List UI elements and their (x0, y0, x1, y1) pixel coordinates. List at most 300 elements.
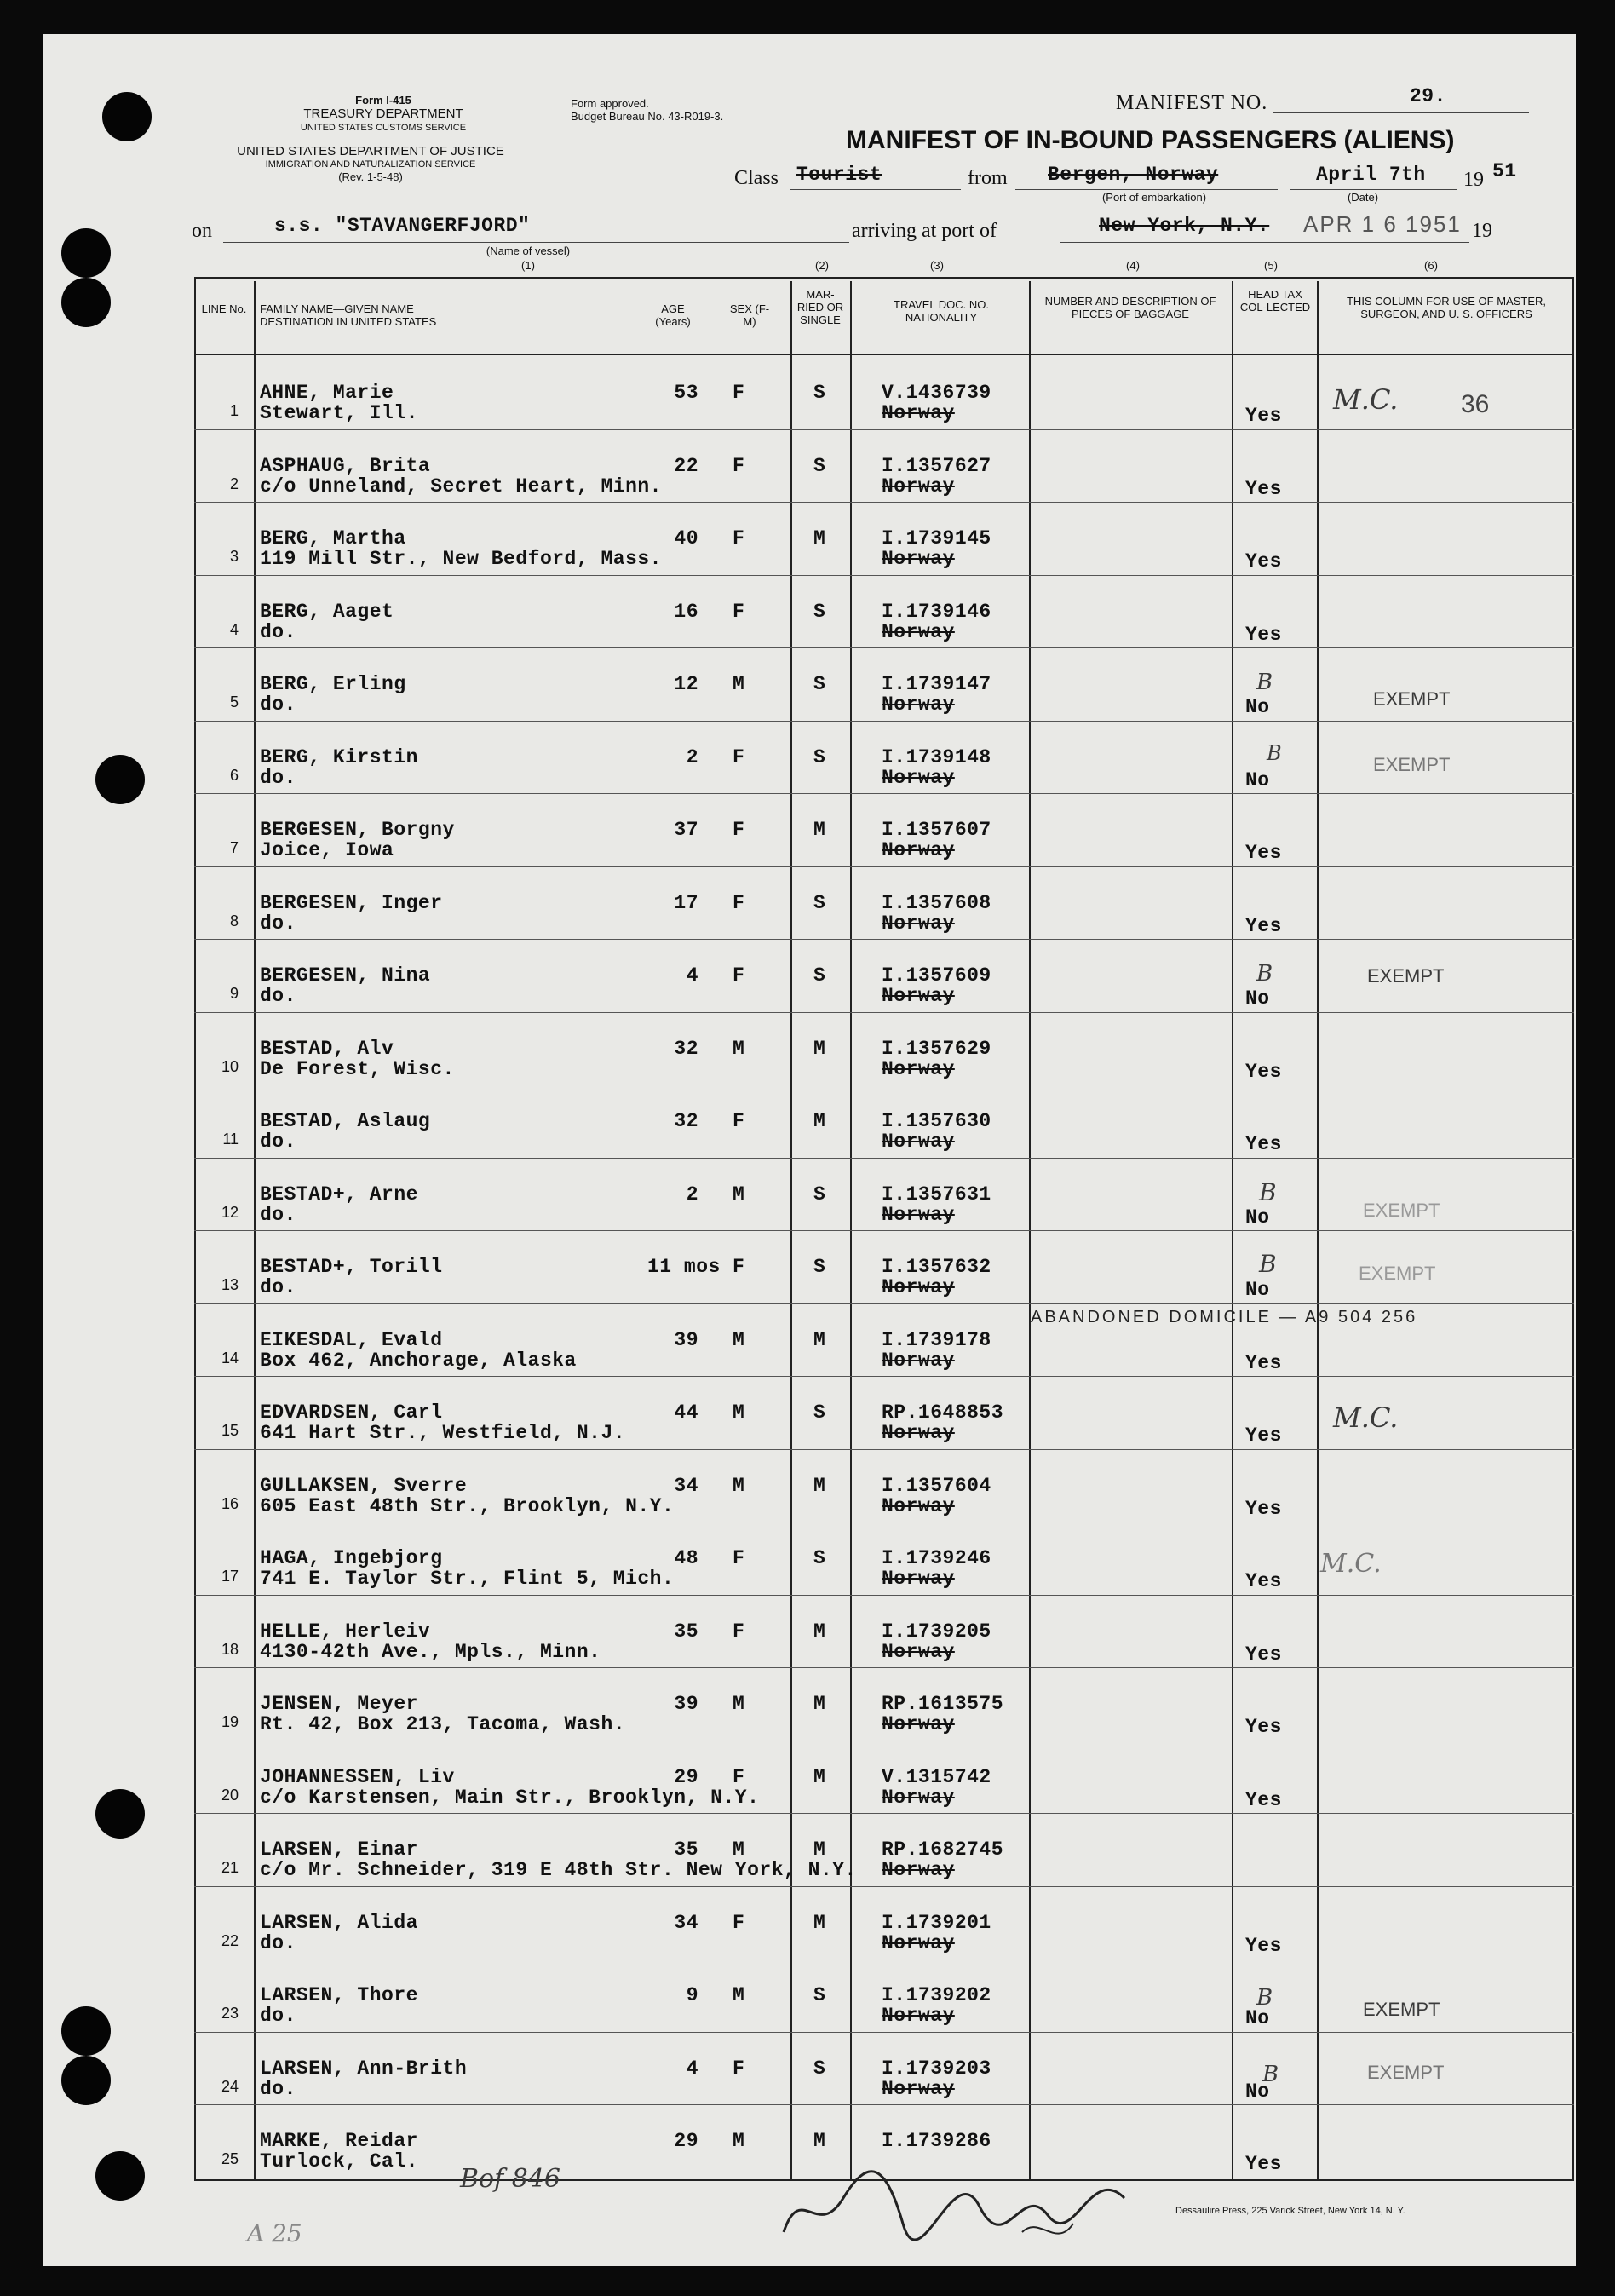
passenger-name: BERG, Aaget (260, 600, 394, 623)
marital-status: S (813, 1183, 826, 1206)
marital-status: M (813, 1037, 826, 1060)
table-row-divider (194, 1886, 1574, 1887)
destination: Rt. 42, Box 213, Tacoma, Wash. (260, 1713, 626, 1735)
head-tax: Yes (1245, 1060, 1282, 1083)
bof-note: Bof 846 (460, 2164, 561, 2194)
form-approved: Form approved. (571, 97, 649, 110)
head-tax: Yes (1245, 1497, 1282, 1520)
passenger-name: AHNE, Marie (260, 382, 394, 404)
nationality: Norway (882, 1786, 955, 1809)
passenger-name: HAGA, Ingebjorg (260, 1547, 443, 1569)
nationality: Norway (882, 1640, 955, 1663)
passenger-name: EDVARDSEN, Carl (260, 1401, 443, 1424)
sex: M (733, 673, 745, 695)
line-number: 21 (221, 1859, 239, 1876)
line-number: 12 (221, 1203, 239, 1221)
marital-status: S (813, 1256, 826, 1278)
passenger-name: BERG, Martha (260, 527, 406, 550)
class-label: Class (734, 167, 779, 189)
header-age: AGE (Years) (655, 302, 691, 328)
travel-doc-no: I.1739178 (882, 1328, 991, 1351)
table-row-divider (194, 575, 1574, 576)
age: 34 (674, 1911, 698, 1934)
manifest-number: 29. (1410, 85, 1446, 107)
travel-doc-no: I.1357627 (882, 454, 991, 477)
arrival-port: New York, N.Y. (1099, 215, 1270, 237)
binder-hole (102, 92, 152, 141)
inspector-signature (767, 2130, 1210, 2258)
travel-doc-no: I.1739145 (882, 527, 991, 550)
marital-status: S (813, 454, 826, 477)
age: 16 (674, 600, 698, 623)
line-number: 6 (229, 766, 239, 784)
binder-hole (95, 1789, 145, 1839)
line-number: 19 (221, 1713, 239, 1730)
age: 32 (674, 1037, 698, 1060)
sex: M (733, 1839, 745, 1861)
table-row-divider (194, 866, 1574, 867)
marital-status: M (813, 1328, 826, 1351)
header-married: MAR-RIED OR SINGLE (796, 288, 844, 326)
marital-status: S (813, 1984, 826, 2006)
travel-doc-no: I.1739148 (882, 745, 991, 768)
head-tax: Yes (1245, 1934, 1282, 1957)
exempt-stamp: EXEMPT (1363, 1999, 1440, 2020)
marital-status: M (813, 1474, 826, 1497)
passenger-name: BESTAD, Aslaug (260, 1110, 431, 1132)
passenger-name: HELLE, Herleiv (260, 1620, 431, 1643)
line-number: 1 (229, 402, 239, 419)
head-tax: Yes (1245, 1643, 1282, 1666)
sex: F (733, 891, 745, 914)
travel-doc-no: I.1357630 (882, 1110, 991, 1132)
justice-dept: UNITED STATES DEPARTMENT OF JUSTICE (237, 144, 504, 158)
age: 4 (686, 2057, 698, 2080)
travel-doc-no: I.1739147 (882, 673, 991, 695)
nationality: Norway (882, 912, 955, 935)
line-number: 16 (221, 1494, 239, 1512)
from-label: from (968, 167, 1008, 189)
destination: Stewart, Ill. (260, 402, 418, 424)
b-mark: B (1256, 961, 1273, 987)
col-divider (850, 281, 852, 2181)
vessel-name: s.s. "STAVANGERFJORD" (274, 215, 531, 237)
header-line-no: LINE No. (201, 302, 247, 315)
sex: F (733, 1110, 745, 1132)
form-number: Form I-415 (355, 94, 411, 106)
head-tax: Yes (1245, 623, 1282, 646)
nationality: Norway (882, 1568, 955, 1590)
line-number: 18 (221, 1640, 239, 1658)
table-row-divider (194, 1595, 1574, 1596)
line-number: 11 (222, 1131, 239, 1148)
head-tax: No (1245, 987, 1270, 1010)
col-divider (1317, 281, 1319, 2181)
mc-annotation: M.C. (1333, 383, 1399, 416)
sex: M (733, 1984, 745, 2006)
col-number: (1) (521, 259, 535, 272)
arriving-label: arriving at port of (852, 220, 997, 242)
header-head-tax: HEAD TAX COL-LECTED (1239, 288, 1311, 314)
passenger-name: ASPHAUG, Brita (260, 454, 431, 477)
table-row-divider (194, 647, 1574, 648)
line-number: 2 (229, 475, 239, 492)
sex: M (733, 1474, 745, 1497)
class-value: Tourist (796, 164, 882, 186)
marital-status: S (813, 964, 826, 987)
marital-status: S (813, 745, 826, 768)
nationality: Norway (882, 1203, 955, 1226)
age: 22 (674, 454, 698, 477)
passenger-name: LARSEN, Thore (260, 1984, 418, 2006)
passenger-name: LARSEN, Einar (260, 1839, 418, 1861)
marital-status: M (813, 1693, 826, 1715)
header-travel-doc: TRAVEL DOC. NO. NATIONALITY (894, 298, 989, 324)
head-tax: Yes (1245, 2153, 1282, 2175)
travel-doc-no: RP.1682745 (882, 1839, 1004, 1861)
travel-doc-no: V.1436739 (882, 382, 991, 404)
nationality: Norway (882, 1931, 955, 1954)
passenger-name: BERGESEN, Inger (260, 891, 443, 914)
age: 32 (674, 1110, 698, 1132)
age: 4 (686, 964, 698, 987)
destination: do. (260, 693, 296, 716)
marital-status: M (813, 2130, 826, 2152)
mc-count: 36 (1461, 390, 1490, 418)
line-number: 5 (229, 693, 239, 711)
age: 9 (686, 1984, 698, 2006)
nationality: Norway (882, 985, 955, 1007)
header-officers: THIS COLUMN FOR USE OF MASTER, SURGEON, AND U. S. OFFICERS (1346, 295, 1546, 320)
passenger-name: BESTAD+, Torill (260, 1256, 443, 1278)
marital-status: S (813, 600, 826, 623)
travel-doc-no: I.1357632 (882, 1256, 991, 1278)
sex: F (733, 1256, 745, 1278)
exempt-stamp: EXEMPT (1373, 688, 1451, 710)
age: 12 (674, 673, 698, 695)
sex: F (733, 1547, 745, 1569)
destination: Turlock, Cal. (260, 2150, 418, 2172)
destination: Joice, Iowa (260, 839, 394, 861)
age: 40 (674, 527, 698, 550)
head-tax: No (1245, 1206, 1270, 1229)
age: 2 (686, 745, 698, 768)
nationality: Norway (882, 620, 955, 643)
table-row-divider (194, 1158, 1574, 1159)
age: 48 (674, 1547, 698, 1569)
nationality: Norway (882, 1057, 955, 1080)
sex: M (733, 1183, 745, 1206)
nationality: Norway (882, 548, 955, 570)
head-tax: No (1245, 2080, 1270, 2103)
nationality: Norway (882, 1713, 955, 1735)
header-sex: SEX (F-M) (729, 302, 770, 328)
on-label: on (192, 220, 212, 242)
age: 11 mos (647, 1256, 721, 1278)
embarkation-port: Bergen, Norway (1048, 164, 1219, 186)
nationality: Norway (882, 1131, 955, 1153)
line-number: 4 (229, 620, 239, 638)
age: 37 (674, 819, 698, 841)
table-row-divider (194, 1449, 1574, 1450)
nationality: Norway (882, 2077, 955, 2100)
sex: M (733, 1693, 745, 1715)
date-caption: (Date) (1347, 191, 1379, 204)
line-number: 20 (221, 1786, 239, 1804)
b-mark: B (1259, 1178, 1277, 1206)
header-divider (194, 354, 1574, 355)
nationality: Norway (882, 839, 955, 861)
destination: do. (260, 1276, 296, 1298)
travel-doc-no: I.1739246 (882, 1547, 991, 1569)
table-row-divider (194, 502, 1574, 503)
destination: 741 E. Taylor Str., Flint 5, Mich. (260, 1568, 675, 1590)
nationality: Norway (882, 1349, 955, 1372)
nationality: Norway (882, 2005, 955, 2027)
head-tax: No (1245, 768, 1270, 791)
sex: F (733, 382, 745, 404)
exempt-stamp: EXEMPT (1363, 1200, 1440, 1221)
marital-status: M (813, 1911, 826, 1934)
line-number: 10 (221, 1057, 239, 1075)
destination: 4130-42th Ave., Mpls., Minn. (260, 1640, 601, 1663)
sex: F (733, 1620, 745, 1643)
destination: do. (260, 766, 296, 789)
passenger-name: BESTAD, Alv (260, 1037, 394, 1060)
head-tax: Yes (1245, 477, 1282, 500)
ins-service: IMMIGRATION AND NATURALIZATION SERVICE (265, 159, 476, 170)
age: 35 (674, 1839, 698, 1861)
embarkation-caption: (Port of embarkation) (1101, 191, 1207, 204)
line-number: 3 (229, 548, 239, 565)
travel-doc-no: I.1357604 (882, 1474, 991, 1497)
sex: F (733, 600, 745, 623)
col-number: (6) (1424, 259, 1438, 272)
customs-service: UNITED STATES CUSTOMS SERVICE (300, 123, 467, 133)
exempt-stamp: EXEMPT (1367, 2062, 1445, 2083)
head-tax: Yes (1245, 914, 1282, 937)
table-row-divider (194, 1012, 1574, 1013)
line-number: 8 (229, 912, 239, 929)
year-suffix: 19 (1472, 220, 1492, 242)
line-number: 9 (229, 985, 239, 1002)
marital-status: S (813, 891, 826, 914)
line-number: 24 (221, 2077, 239, 2095)
head-tax: Yes (1245, 1133, 1282, 1155)
table-row-divider (194, 2032, 1574, 2033)
b-mark: B (1256, 670, 1273, 695)
b-mark: B (1259, 1250, 1277, 1278)
binder-hole (61, 2056, 111, 2105)
binder-hole (61, 2006, 111, 2056)
treasury-dept: TREASURY DEPARTMENT (303, 106, 463, 121)
sex: F (733, 454, 745, 477)
b-mark: B (1267, 741, 1282, 765)
marital-status: M (813, 527, 826, 550)
travel-doc-no: I.1739201 (882, 1911, 991, 1934)
header-name: FAMILY NAME—GIVEN NAME DESTINATION IN UNITED STATES (260, 302, 437, 328)
passenger-name: BESTAD+, Arne (260, 1183, 418, 1206)
table-row-divider (194, 721, 1574, 722)
table-row-divider (194, 793, 1574, 794)
vessel-caption: (Name of vessel) (486, 245, 571, 257)
age: 17 (674, 891, 698, 914)
passenger-name: GULLAKSEN, Sverre (260, 1474, 468, 1497)
head-tax: Yes (1245, 1716, 1282, 1738)
sex: F (733, 1911, 745, 1934)
sex: M (733, 1401, 745, 1424)
destination: do. (260, 1131, 296, 1153)
travel-doc-no: RP.1648853 (882, 1401, 1004, 1424)
destination: do. (260, 912, 296, 935)
age: 2 (686, 1183, 698, 1206)
sex: F (733, 964, 745, 987)
passenger-name: JOHANNESSEN, Liv (260, 1765, 455, 1788)
exempt-stamp: EXEMPT (1373, 754, 1451, 775)
age: 53 (674, 382, 698, 404)
head-tax: Yes (1245, 550, 1282, 573)
marital-status: S (813, 1401, 826, 1424)
binder-hole (95, 2151, 145, 2201)
bottom-left-note: A 25 (247, 2219, 302, 2247)
table-row-divider (194, 1813, 1574, 1814)
line-number: 23 (221, 2005, 239, 2022)
travel-doc-no: I.1739202 (882, 1984, 991, 2006)
binder-hole (61, 228, 111, 278)
sex: F (733, 2057, 745, 2080)
line-number: 25 (221, 2150, 239, 2167)
head-tax: No (1245, 1279, 1270, 1301)
marital-status: M (813, 1620, 826, 1643)
sex: M (733, 2130, 745, 2152)
sex: F (733, 819, 745, 841)
col-divider (1029, 281, 1031, 2181)
marital-status: S (813, 2057, 826, 2080)
revision: (Rev. 1-5-48) (338, 170, 403, 183)
table-row-divider (194, 2104, 1574, 2105)
age: 39 (674, 1693, 698, 1715)
head-tax: Yes (1245, 405, 1282, 427)
col-number: (5) (1264, 259, 1278, 272)
col-number: (4) (1126, 259, 1140, 272)
year-prefix: 19 (1463, 169, 1484, 191)
destination: do. (260, 2005, 296, 2027)
passenger-name: MARKE, Reidar (260, 2130, 418, 2152)
table-row-divider (194, 1303, 1574, 1304)
col-divider (254, 281, 256, 2181)
head-tax: No (1245, 2007, 1270, 2029)
destination: do. (260, 620, 296, 643)
passenger-name: BERGESEN, Nina (260, 964, 431, 987)
marital-status: M (813, 1839, 826, 1861)
passenger-name: BERG, Kirstin (260, 745, 418, 768)
marital-status: M (813, 819, 826, 841)
passenger-name: BERG, Erling (260, 673, 406, 695)
nationality: Norway (882, 1859, 955, 1881)
embarkation-date: April 7th (1316, 164, 1426, 186)
travel-doc-no: V.1315742 (882, 1765, 991, 1788)
travel-doc-no: RP.1613575 (882, 1693, 1004, 1715)
age: 35 (674, 1620, 698, 1643)
passenger-name: BERGESEN, Borgny (260, 819, 455, 841)
passenger-name: LARSEN, Ann-Brith (260, 2057, 468, 2080)
exempt-stamp: EXEMPT (1367, 965, 1445, 987)
binder-hole (61, 278, 111, 327)
printer-imprint: Dessaulire Press, 225 Varick Street, New York 14, N. Y. (1175, 2206, 1405, 2216)
b-mark: B (1256, 1985, 1273, 2011)
age: 44 (674, 1401, 698, 1424)
col-number: (3) (930, 259, 944, 272)
sex: F (733, 745, 745, 768)
nationality: Norway (882, 475, 955, 498)
travel-doc-no: I.1357609 (882, 964, 991, 987)
line-number: 22 (221, 1931, 239, 1949)
head-tax: Yes (1245, 1424, 1282, 1447)
year-value: 51 (1492, 160, 1517, 182)
nationality: Norway (882, 402, 955, 424)
exempt-stamp: EXEMPT (1359, 1263, 1436, 1284)
travel-doc-no: I.1357631 (882, 1183, 991, 1206)
destination: 605 East 48th Str., Brooklyn, N.Y. (260, 1494, 675, 1517)
destination: do. (260, 1931, 296, 1954)
nationality: Norway (882, 693, 955, 716)
marital-status: M (813, 1765, 826, 1788)
manifest-label: MANIFEST NO. (1116, 92, 1268, 114)
mc-annotation: M.C. (1333, 1401, 1399, 1434)
destination: Box 462, Anchorage, Alaska (260, 1349, 577, 1372)
travel-doc-no: I.1357629 (882, 1037, 991, 1060)
sex: F (733, 1765, 745, 1788)
travel-doc-no: I.1739286 (882, 2130, 991, 2152)
marital-status: S (813, 382, 826, 404)
destination: do. (260, 985, 296, 1007)
travel-doc-no: I.1739203 (882, 2057, 991, 2080)
abandoned-domicile-note: ABANDONED DOMICILE — A9 504 256 (1031, 1308, 1418, 1326)
head-tax: No (1245, 696, 1270, 718)
line-number: 17 (221, 1568, 239, 1585)
line-number: 14 (221, 1349, 239, 1367)
nationality: Norway (882, 766, 955, 789)
age: 29 (674, 2130, 698, 2152)
sex: F (733, 527, 745, 550)
passenger-name: EIKESDAL, Evald (260, 1328, 443, 1351)
head-tax: Yes (1245, 1351, 1282, 1374)
marital-status: M (813, 1110, 826, 1132)
table-row-divider (194, 429, 1574, 430)
head-tax: Yes (1245, 1570, 1282, 1592)
destination: do. (260, 2077, 296, 2100)
destination: c/o Karstensen, Main Str., Brooklyn, N.Y. (260, 1786, 760, 1809)
arrival-date-stamp: APR 1 6 1951 (1303, 211, 1462, 237)
head-tax: Yes (1245, 842, 1282, 864)
col-divider (1232, 281, 1233, 2181)
table-row-divider (194, 939, 1574, 940)
age: 29 (674, 1765, 698, 1788)
travel-doc-no: I.1739146 (882, 600, 991, 623)
b-mark: B (1262, 2062, 1279, 2087)
nationality: Norway (882, 1422, 955, 1444)
head-tax: Yes (1245, 1788, 1282, 1811)
marital-status: S (813, 1547, 826, 1569)
line-number: 13 (221, 1276, 239, 1293)
destination: c/o Unneland, Secret Heart, Minn. (260, 475, 662, 498)
nationality: Norway (882, 1494, 955, 1517)
col-divider (790, 281, 792, 2181)
budget-bureau: Budget Bureau No. 43-R019-3. (571, 110, 724, 123)
header-baggage: NUMBER AND DESCRIPTION OF PIECES OF BAGGAGE (1044, 295, 1216, 320)
col-number: (2) (815, 259, 829, 272)
sex: M (733, 1328, 745, 1351)
